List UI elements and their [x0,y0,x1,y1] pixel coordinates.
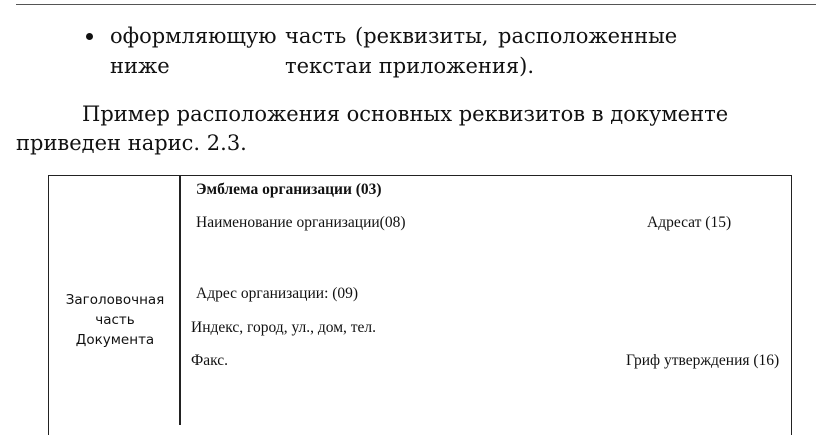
bullet-word-5: ниже [110,54,170,78]
table-column-divider [179,175,181,425]
header-part-line-2: часть [95,312,135,328]
bullet-icon [86,33,93,40]
index-line-label: Индекс, город, ул., дом, тел. [191,319,377,336]
header-part-line-3: Документа [75,332,155,348]
address-label: Адрес организации: (09) [196,285,359,302]
bullet-word-3: (реквизиты, [355,24,489,48]
emblem-label: Эмблема организации (03) [196,181,382,198]
fax-label: Факс. [191,352,229,369]
approval-stamp-label: Гриф утверждения (16) [626,352,780,369]
bullet-word-6: текстаи приложения). [285,54,535,78]
addressee-label: Адресат (15) [647,214,732,231]
bullet-word-4: расположенные [498,24,678,48]
bullet-word-2: часть [285,24,347,48]
paragraph-line-2: приведен нарис. 2.3. [16,131,247,155]
header-part-line-1: Заголовочная [65,292,165,308]
paragraph-line-1: Пример расположения основных реквизитов в документе [82,102,729,126]
org-name-label: Наименование организации(08) [196,214,406,231]
bullet-word-1: оформляющую [110,24,277,48]
header-part-cell [52,290,178,350]
top-rule [16,4,816,5]
